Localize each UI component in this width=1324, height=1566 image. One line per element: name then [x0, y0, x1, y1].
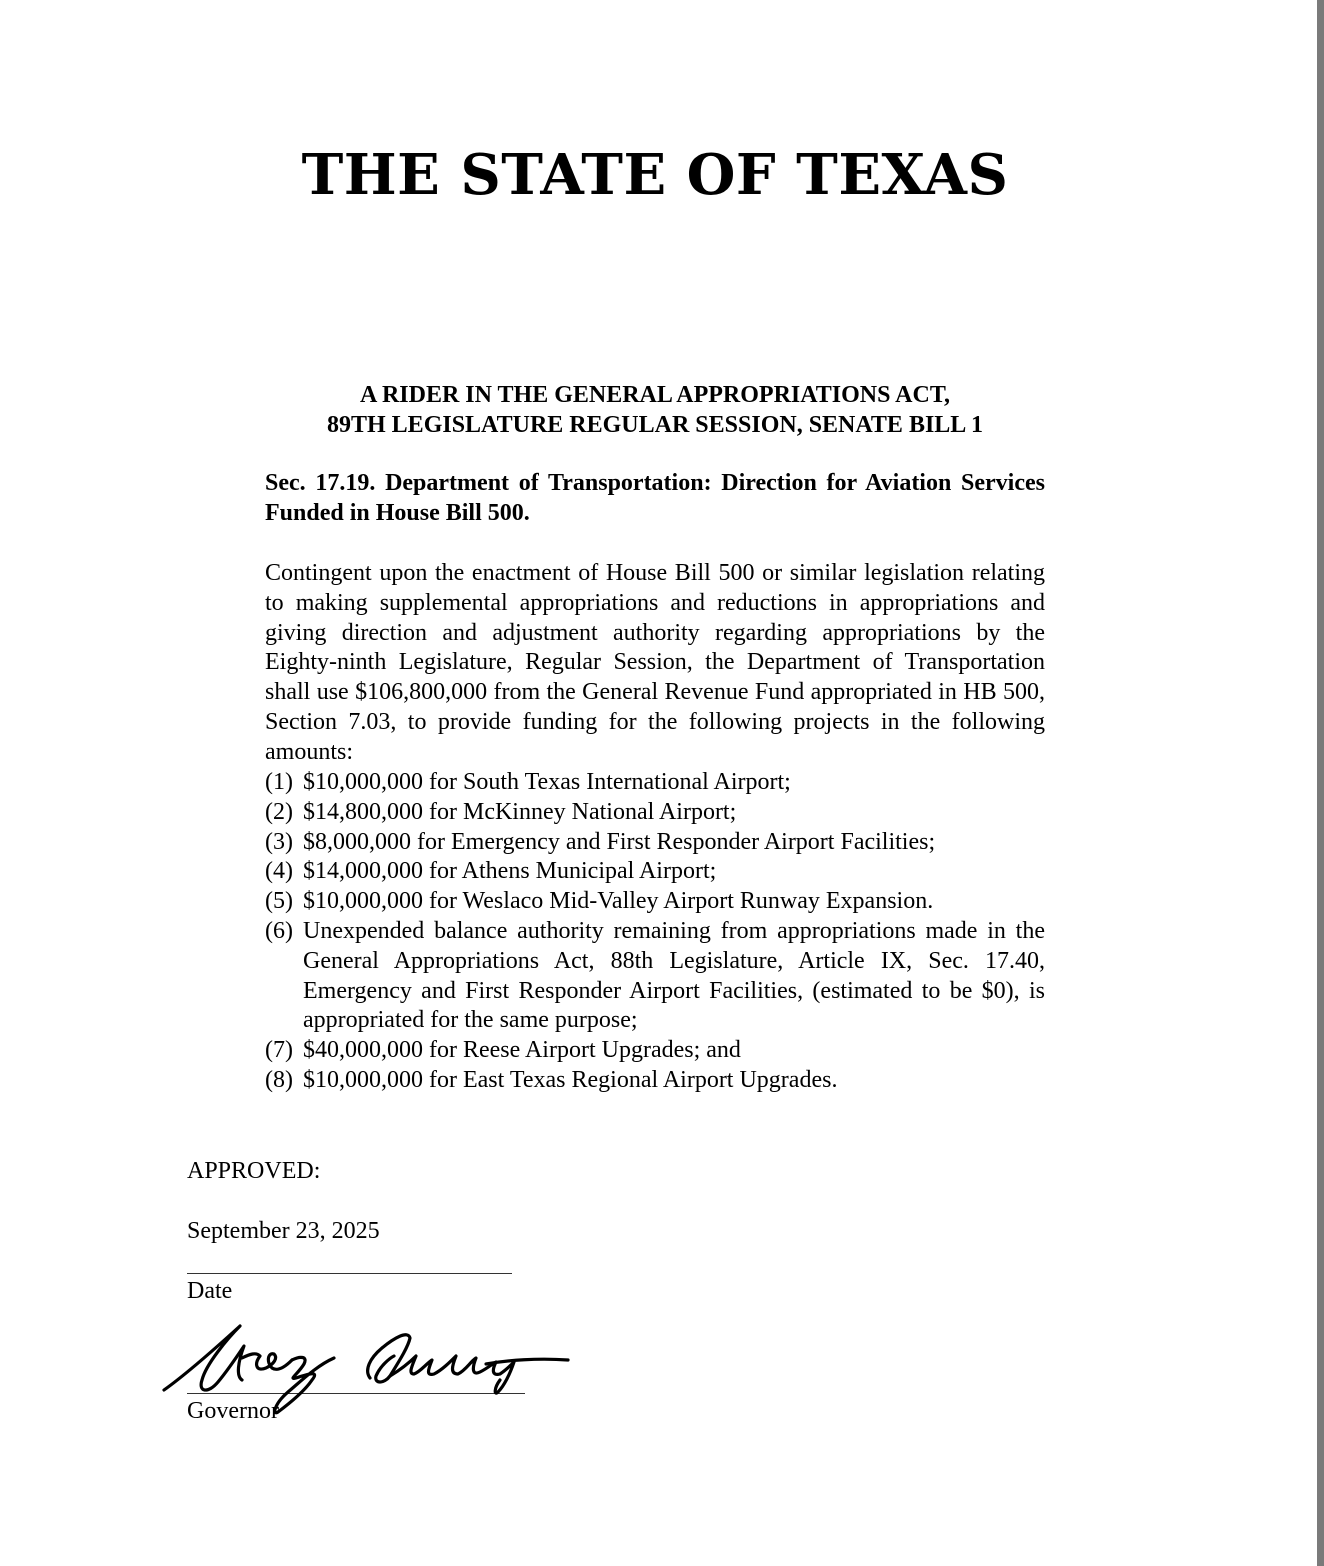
section-heading: Sec. 17.19. Department of Transportation: Direction for Aviation Services Funded in House Bill 500.: [265, 470, 1045, 526]
document-title: THE STATE OF TEXAS: [301, 142, 1009, 208]
list-item: [265, 857, 1045, 887]
list-item-text: $8,000,000 for Emergency and First Responder Airport Facilities;: [303, 828, 936, 855]
list-item-number: (6): [265, 917, 293, 944]
list-item-text: $10,000,000 for East Texas Regional Airport Upgrades.: [303, 1066, 838, 1093]
list-item: [265, 798, 1045, 828]
list-item-number: (2): [265, 798, 293, 825]
intro-paragraph: Contingent upon the enactment of House Bill 500 or similar legislation relating to making supplemental appropriations and reductions in appropriations and giving direction and adjustment authority regarding appropriations by the Eighty-ninth Legislature, Regular Session, the Department of Transportation shall use $106,800,000 from the General Revenue Fund appropriated in HB 500, Section 7.03, to provide funding for the following projects in the following amounts:: [265, 560, 1045, 765]
list-item-text: $14,800,000 for McKinney National Airport;: [303, 798, 737, 825]
list-item-text: $14,000,000 for Athens Municipal Airport;: [303, 858, 717, 885]
list-item-text: Unexpended balance authority remaining from appropriations made in the General Appropriations Act, 88th Legislature, Article IX, Sec. 17.40, Emergency and First Responder Airport Facilities, (estimated to be $0), is appropriated for the same purpose;: [303, 917, 1045, 1034]
signature-stroke-re: [242, 1354, 292, 1370]
list-item-text: $10,000,000 for South Texas International Airport;: [303, 769, 791, 795]
appropriations-list: [265, 768, 1045, 1096]
approval-date: September 23, 2025: [187, 1218, 380, 1244]
rider-heading-line-2: 89TH LEGISLATURE REGULAR SESSION, SENATE BILL 1: [327, 412, 983, 438]
rider-heading: [0, 380, 1310, 440]
approved-label: APPROVED:: [187, 1158, 321, 1184]
date-signature-line: [187, 1273, 512, 1274]
rider-heading-line-1: A RIDER IN THE GENERAL APPROPRIATIONS ACT,: [359, 382, 951, 408]
list-item-number: (4): [265, 858, 293, 885]
list-item-number: (7): [265, 1037, 293, 1064]
list-item: [265, 1036, 1045, 1066]
list-item-number: (1): [265, 769, 293, 795]
viewer-edge-bar: [1317, 0, 1324, 1566]
list-item: [265, 887, 1045, 917]
list-item-number: (5): [265, 888, 293, 915]
list-item: [265, 1066, 1045, 1096]
list-item-text: $40,000,000 for Reese Airport Upgrades; and: [303, 1037, 741, 1064]
list-item-number: (3): [265, 828, 293, 855]
signature-icon: [158, 1318, 578, 1428]
list-item-number: (8): [265, 1066, 293, 1093]
list-item: [265, 828, 1045, 858]
date-caption: Date: [187, 1278, 233, 1304]
governor-caption: Governor: [187, 1398, 279, 1424]
list-item: [265, 768, 1045, 798]
list-item-text: $10,000,000 for Weslaco Mid-Valley Airport Runway Expansion.: [303, 888, 934, 915]
signature-stroke-g: [164, 1326, 244, 1390]
signature-stroke-a: [368, 1335, 410, 1382]
list-item: [265, 917, 1045, 1036]
signature-stroke-cross: [486, 1359, 568, 1364]
